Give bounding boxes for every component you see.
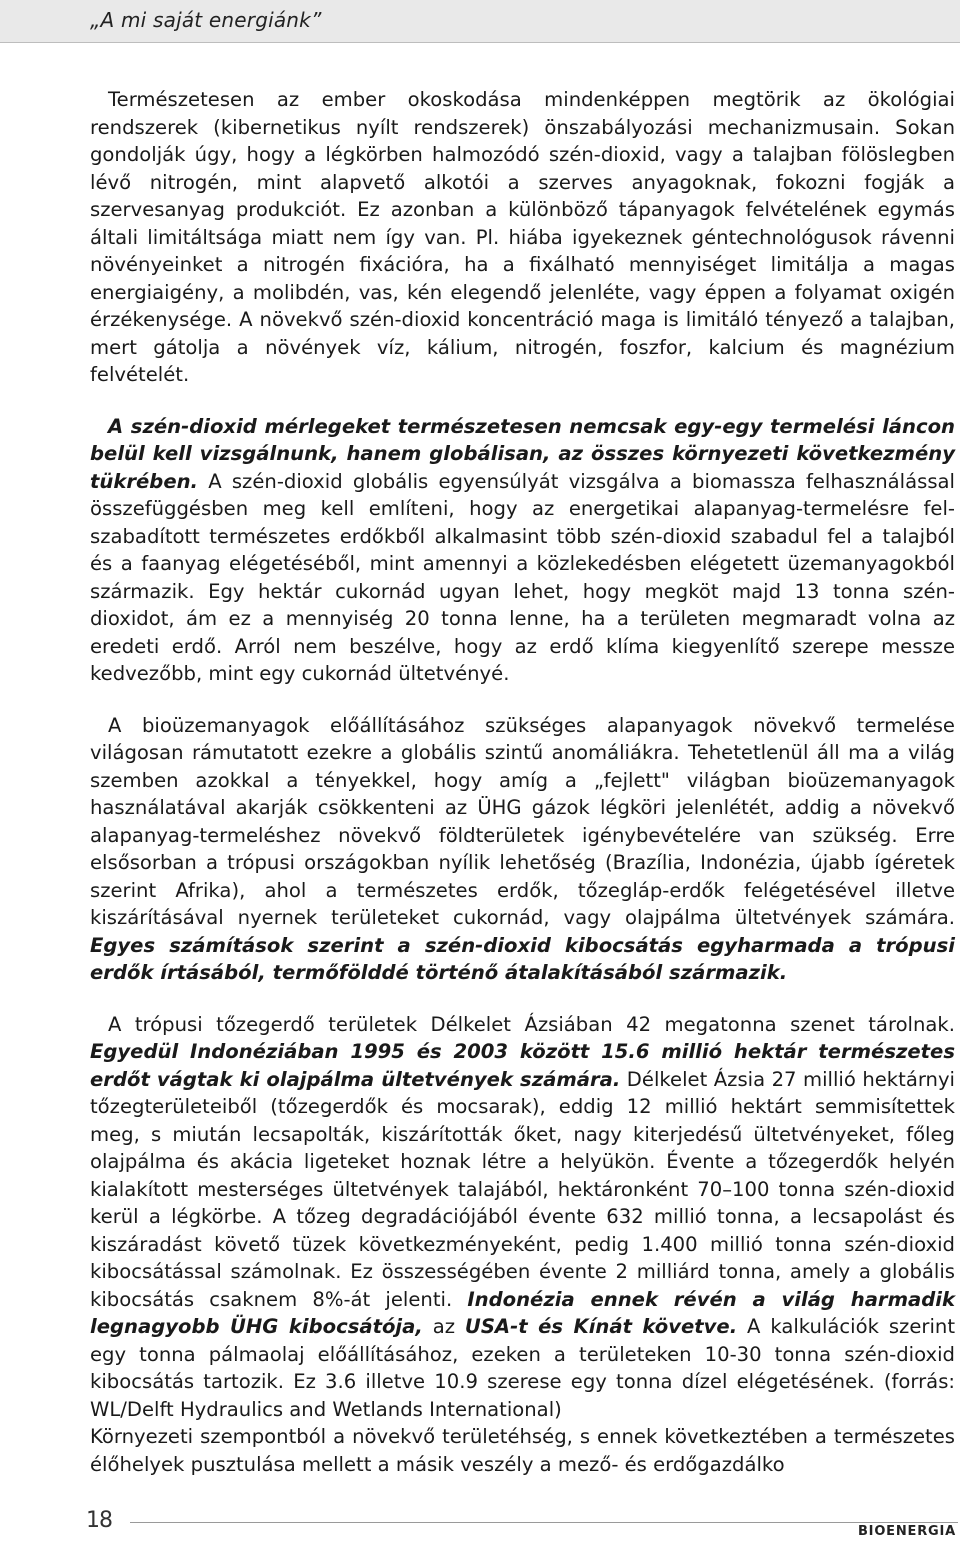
footer-divider <box>130 1522 958 1523</box>
paragraph-4-emphasis-1: Egyedül Indonéziában 1995 és 2003 között 15.6 millió hektár természetes erdőt vágtak ki olajpálma ültetvények számára. <box>90 1040 955 1091</box>
paragraph-3 <box>90 712 955 987</box>
paragraph-1-text: Természetesen az ember okoskodása mindenképpen megtörik az ökológiai rendszerek (kibernetikus nyílt rendszerek) önszabályozási mechanizmusain. Sokan gondolják úgy, hogy a légkörben halmozódó szén-dioxid, vagy a talajban fölöslegben lévő nitrogén, mint alapvető alkotói a szerves anyagoknak, fokozni fogják a szervesanyag produkciót. Ez azonban a különböző tápanyagok felvételének egymás általi limitáltsága miatt nem így van. Pl. hiába igyekeznek géntechnológusok rávenni növényeinket a nitrogén fixációra, ha a fixálható mennyiséget limitálja a magas energiaigény, a molibdén, vas, kén elegendő jelenléte, vagy éppen a folyamat oxigén érzékenysége. A növekvő szén-dioxid koncentráció maga is limitáló tényező a talajban, mert gátolja a növények víz, kálium, nitrogén, foszfor, kalcium és magnézium felvételét. <box>90 88 955 386</box>
paragraph-4-emphasis-3: USA-t és Kínát követve. <box>464 1315 738 1338</box>
paragraph-2-emphasis: A szén-dioxid mérlegeket természetesen nemcsak egy-egy termelési láncon belül kell vizsgálnunk, hanem globálisan, az összes környezeti következmény tükrében. <box>90 414 955 493</box>
paragraph-4-text-b: Délkelet Ázsia 27 millió hektárnyi tőzegterületeiből (tőzegerdők és mocsarak), eddig 12 millió hektárt semmisítettek meg, s miután lecsapolták, kiszárították őket, nagy kiterjedésű ültetvényeket, főleg olajpálma és akácia ligeteket hoznak létre a helyükön. Évente a tőzegerdők helyén kialakított mesterséges ültetvények talajából, hektáronként 70–100 tonna szén-dioxid kerül a légkörbe. A tőzeg degradációjából évente 632 millió tonna, a lecsapolást és kiszáradást követő tüzek következményeként, pedig 1.400 millió tonna szén-dioxid kibocsátással számolnak. Ez összességében évente 2 milliárd tonna, amely a globális kibocsátás csaknem 8%-át jelenti. <box>90 1067 956 1311</box>
paragraph-3-emphasis: Egyes számítások szerint a szén-dioxid kibocsátás egyharmada a trópusi erdők írtásából, termőfölddé történő átalakításából származik. <box>90 933 955 984</box>
paragraph-4-text-c: az <box>422 1315 465 1338</box>
paragraph-4-text-a: A trópusi tőzegerdő területek Délkelet Ázsiában 42 megatonna szenet tárolnak. <box>108 1012 955 1036</box>
header-title: „A mi saját energiánk” <box>90 8 322 32</box>
article-body <box>90 86 955 1478</box>
page-number: 18 <box>86 1508 112 1533</box>
paragraph-2-text: A szén-dioxid globális egyensúlyát vizsgálva a biomassza felhasználással összefüggésben meg kell említeni, hogy az energetikai alapanyag-termelésre felszabadított természetes erdőkből alkalmasint több szén-dioxid szabadul fel a talajból és a faanyag elégetéséből, mint amennyi a közlekedésben elégetett üzemanyagokból származik. Egy hektár cukornád ugyan lehet, hogy megköt majd 13 tonna szén-dioxidot, ám ez a mennyiség 20 tonna lenne, ha a területen megmaradt volna az eredeti erdő. Arról nem beszélve, hogy az erdő klíma kiegyenlítő szerepe messze kedvezőbb, mint egy cukornád ültetvényé. <box>90 469 955 685</box>
paragraph-1 <box>90 86 955 389</box>
paragraph-4 <box>90 1011 955 1424</box>
paragraph-4-text-d: A kalkulációk szerint egy tonna pálmaolaj előállításához, ezeken a területeken 10-30 tonna szén-dioxid kibocsátás tartozik. Ez 3.6 illetve 10.9 szerese egy tonna dízel elégetésének. (forrás: WL/Delft Hydraulics and Wetlands International) <box>90 1315 955 1421</box>
paragraph-4-emphasis-2: Indonézia ennek révén a világ harmadik legnagyobb ÜHG kibocsátója, <box>90 1287 955 1338</box>
paragraph-5-text: Környezeti szempontból a növekvő területéhség, s ennek következtében a természetes élőhelyek pusztulása mellett a másik veszély a mező- és erdőgazdálko <box>90 1425 955 1476</box>
paragraph-3-text: A bioüzemanyagok előállításához szükséges alapanyagok növekvő termelése világosan rámutatott ezekre a globális szintű anomáliákra. Tehetetlenül áll ma a világ szemben azokkal a tényekkel, hogy amíg a „fejlett" világban bioüzemanyagok használatával akarják csökkenteni az ÜHG gázok légköri jelenlétét, addig a növekvő alapanyag-termeléshez növekvő földterületek igénybevételére van szükség. Erre elsősorban a trópusi országokban nyílik lehetőség (Brazília, Indonézia, újabb ígéretek szerint Afrika), ahol a természetes erdők, tőzegláp-erdők felégetésével illetve kiszárításával nyernek területeket cukornád, vagy olajpálma ültetvények számára. <box>90 713 955 929</box>
footer-brand: BIOENERGIA <box>857 1524 956 1539</box>
paragraph-5 <box>90 1423 955 1478</box>
paragraph-2 <box>90 413 955 688</box>
running-header <box>0 0 960 43</box>
